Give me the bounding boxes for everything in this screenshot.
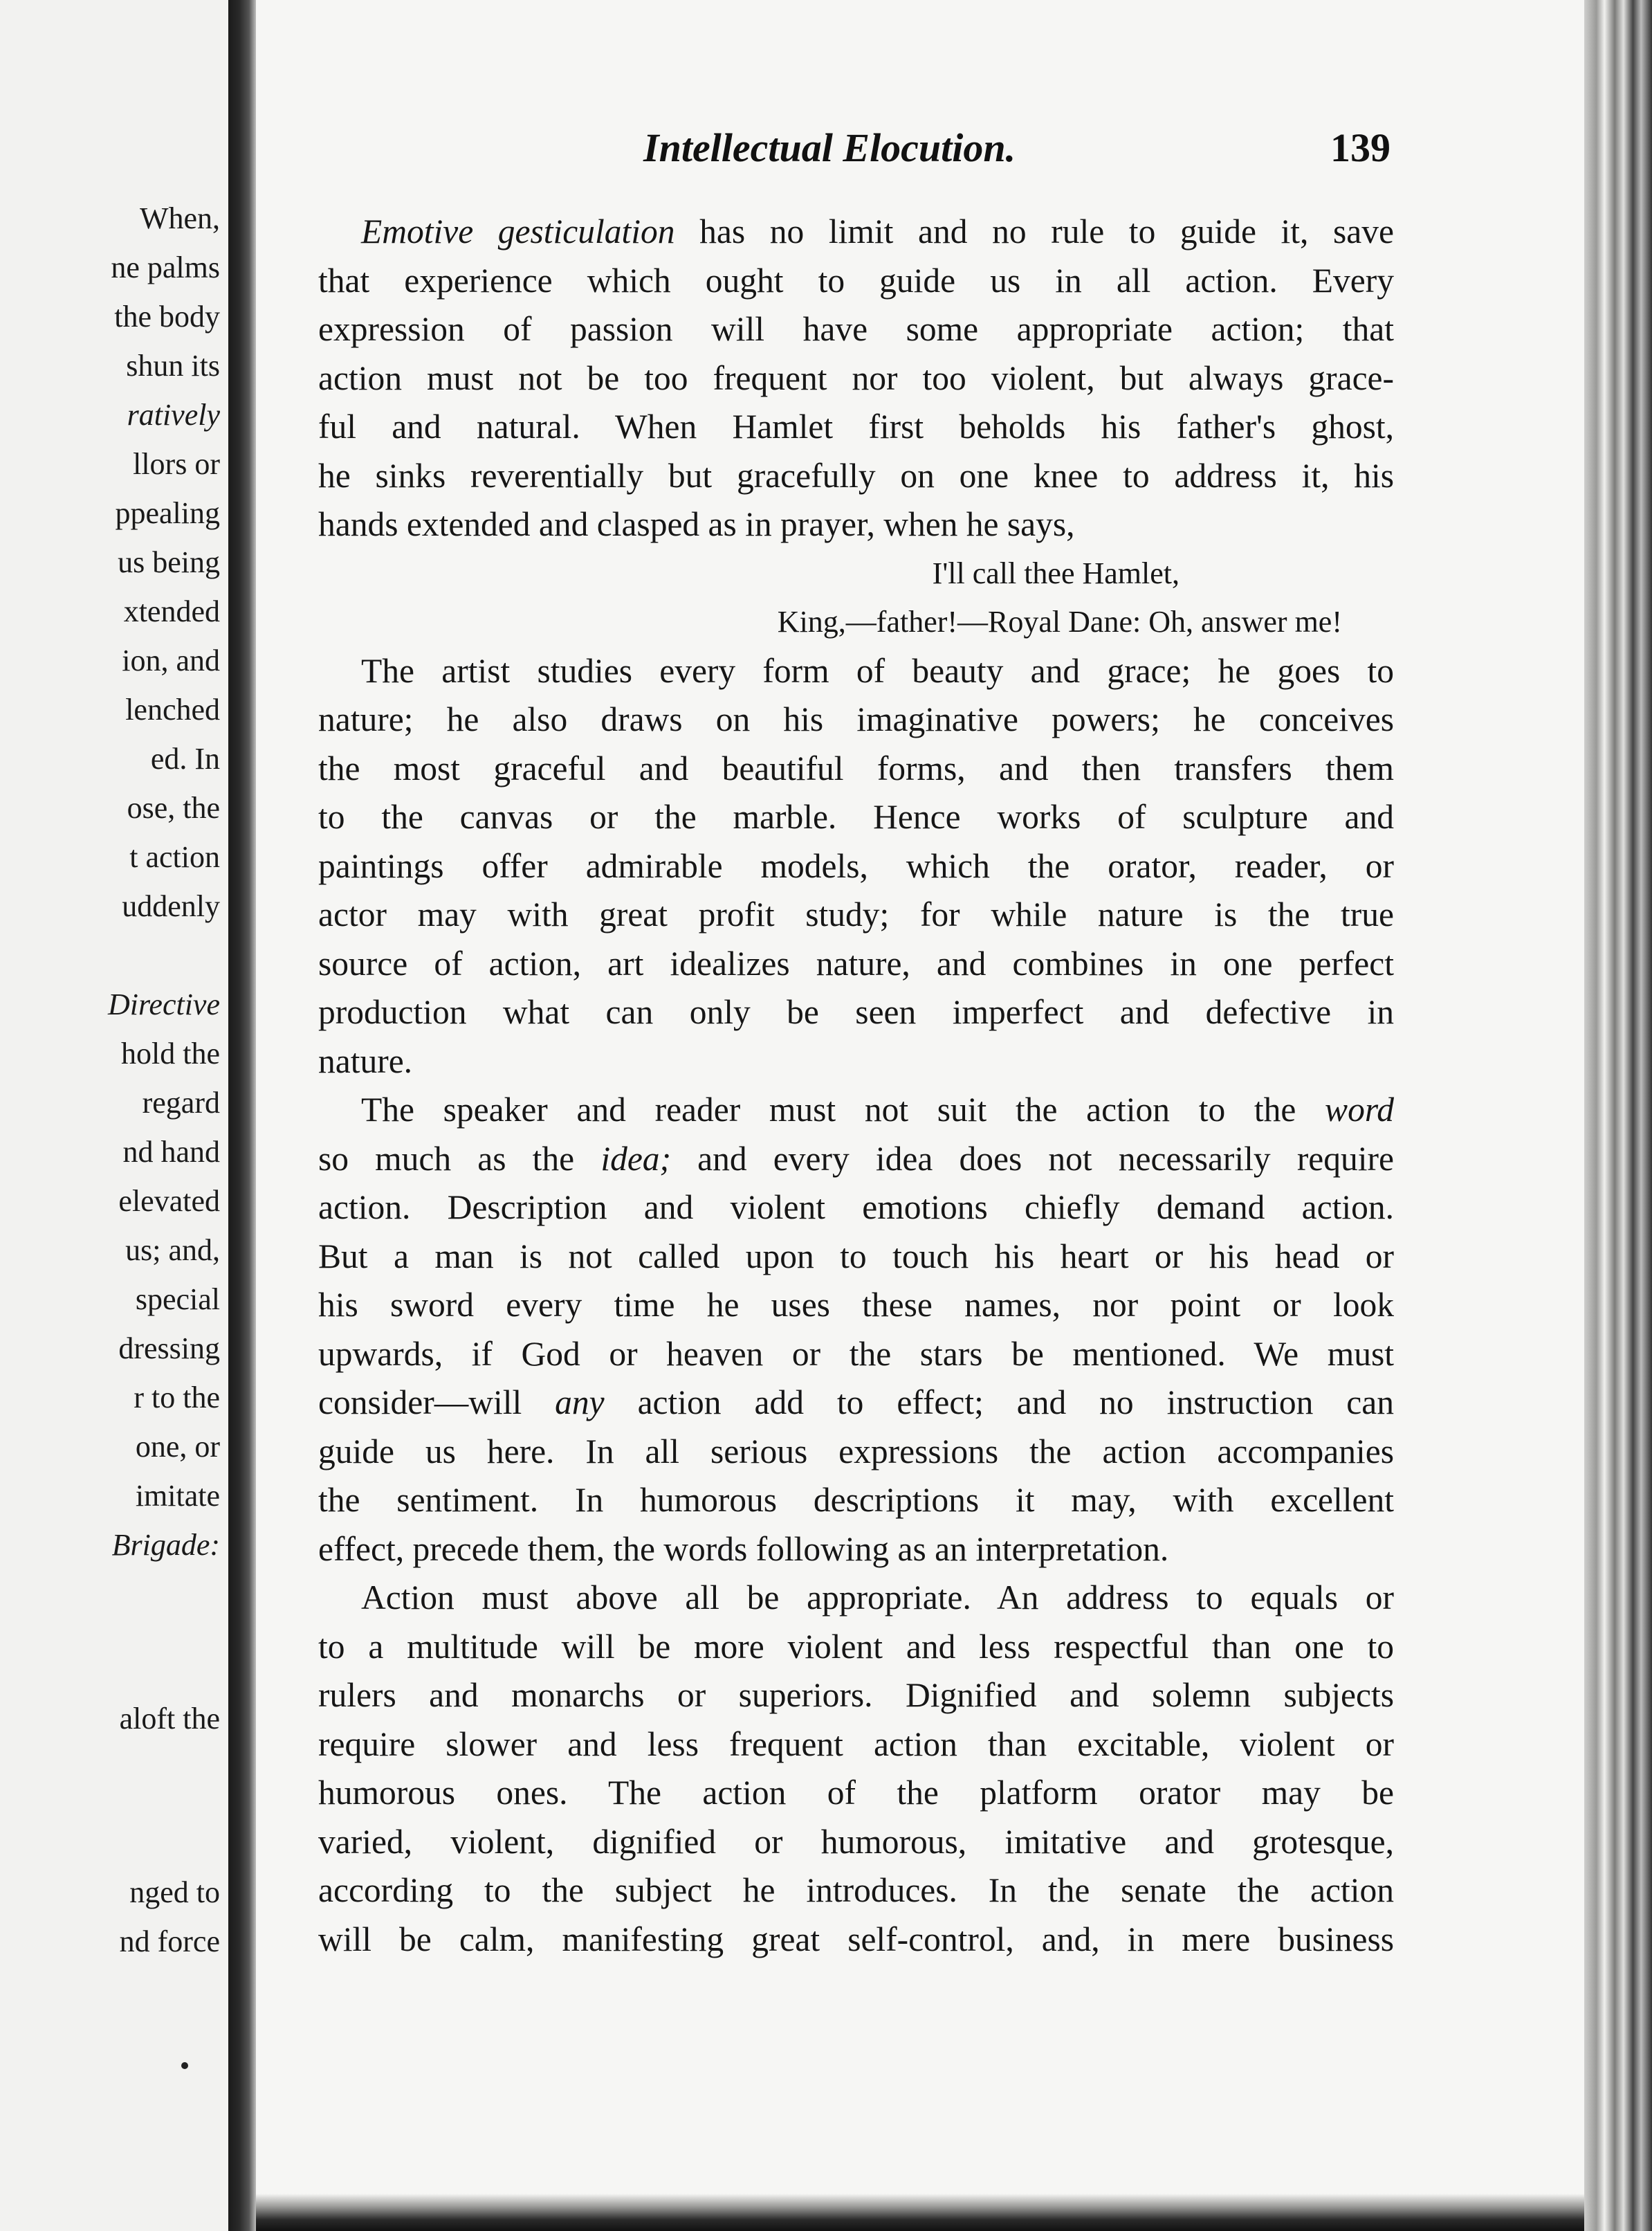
text-line [318, 1135, 1394, 1184]
text-line: require slower and less frequent action than excitable, violent or [318, 1724, 1394, 1763]
text-line: effect, precede them, the words following as an interpretation. [318, 1529, 1169, 1568]
page-edges [1584, 0, 1652, 2231]
text-line: hands extended and clasped as in prayer, when he says, [318, 505, 1075, 543]
left-fragment: special [135, 1282, 220, 1316]
text-line: according to the subject he introduces. In the senate the action [318, 1871, 1394, 1909]
text-line: he sinks reverentially but gracefully on one knee to address it, his [318, 456, 1394, 495]
running-header [643, 125, 1391, 180]
text-line [318, 1086, 1394, 1135]
text-run: has no limit and no rule to guide it, save [674, 212, 1394, 251]
page-number: 139 [1330, 125, 1391, 170]
left-fragment: t action [129, 840, 220, 874]
text-line: But a man is not called upon to touch his heart or his head or [318, 1237, 1394, 1275]
left-fragment: ion, and [122, 644, 220, 677]
left-fragment: ose, the [127, 791, 220, 825]
text-line: production what can only be seen imperfect and defective in [318, 993, 1394, 1031]
text-line: his sword every time he uses these names, nor point or look [318, 1286, 1394, 1324]
italic-word: word [1325, 1091, 1394, 1129]
italic-phrase: Emotive gesticulation [361, 212, 675, 251]
left-fragment: r to the [134, 1381, 220, 1414]
text-line: nature; he also draws on his imaginative powers; he conceives [318, 700, 1394, 738]
left-fragment: nd hand [122, 1135, 220, 1169]
text-line: source of action, art idealizes nature, and combines in one perfect [318, 944, 1394, 983]
left-fragment: aloft the [119, 1702, 220, 1736]
left-fragment: When, [139, 201, 220, 235]
text-line: expression of passion will have some appropriate action; that [318, 310, 1394, 348]
left-fragment: ppealing [115, 496, 220, 530]
text-line: ful and natural. When Hamlet first beholds his father's ghost, [318, 408, 1394, 446]
text-line: to the canvas or the marble. Hence works of sculpture and [318, 798, 1394, 836]
left-fragment: dressing [118, 1331, 220, 1365]
left-fragment: xtended [123, 594, 220, 628]
text-line: the sentiment. In humorous descriptions it may, with excellent [318, 1481, 1394, 1519]
left-fragment [0, 1520, 220, 1569]
text-line: action. Description and violent emotions chiefly demand action. [318, 1188, 1394, 1226]
italic-word: idea; [600, 1139, 672, 1178]
text-line: nature. [318, 1041, 413, 1080]
left-fragment: one, or [135, 1430, 220, 1464]
left-facing-page [0, 0, 228, 2231]
running-title: Intellectual Elocution. [643, 125, 1016, 170]
verse-line: I'll call thee Hamlet, [932, 556, 1180, 590]
text-run: The speaker and reader must not suit the action to the [361, 1091, 1325, 1129]
text-run: and every idea does not necessarily require [671, 1139, 1394, 1178]
page-body [318, 208, 1394, 1964]
text-line: action must not be too frequent nor too violent, but always grace- [318, 358, 1394, 397]
text-line: varied, violent, dignified or humorous, imitative and grotesque, [318, 1822, 1394, 1861]
left-fragment: regard [142, 1086, 220, 1120]
left-fragment: ne palms [111, 251, 220, 284]
text-line: Action must above all be appropriate. An address to equals or [361, 1578, 1394, 1617]
text-line: will be calm, manifesting great self-control, and, in mere business [318, 1920, 1394, 1958]
text-line: the most graceful and beautiful forms, and then transfers them [318, 749, 1394, 787]
verse-line: King,—father!—Royal Dane: Oh, answer me! [777, 605, 1342, 639]
left-fragment: nd force [119, 1924, 220, 1958]
ink-speck [181, 2062, 188, 2069]
left-fragment: nged to [129, 1875, 220, 1909]
text-line: paintings offer admirable models, which the orator, reader, or [318, 846, 1394, 885]
left-fragment [0, 980, 220, 1029]
text-line: to a multitude will be more violent and less respectful than one to [318, 1627, 1394, 1666]
italic-word: any [555, 1383, 605, 1421]
text-line [318, 208, 1394, 257]
left-fragment: llors or [133, 447, 220, 481]
text-line: humorous ones. The action of the platform orator may be [318, 1774, 1394, 1812]
left-fragment: imitate [135, 1479, 220, 1513]
left-fragment: the body [114, 300, 220, 334]
left-fragment: us being [118, 545, 220, 579]
left-fragment: hold the [121, 1037, 220, 1071]
left-fragment: us; and, [125, 1233, 220, 1267]
text-run: so much as the [318, 1139, 601, 1178]
left-fragment: lenched [125, 693, 220, 727]
text-run: action add to effect; and no instruction can [604, 1383, 1394, 1421]
text-line: actor may with great profit study; for while nature is the true [318, 895, 1394, 934]
text-line: guide us here. In all serious expressions the action accompanies [318, 1432, 1394, 1470]
text-run: consider—will [318, 1383, 556, 1421]
left-fragment-italic: Directive [107, 987, 220, 1021]
text-line: that experience which ought to guide us in all action. Every [318, 261, 1394, 300]
left-fragment: elevated [118, 1184, 220, 1218]
left-page-text-fragments [0, 194, 220, 1966]
text-line: rulers and monarchs or superiors. Dignified and solemn subjects [318, 1676, 1394, 1714]
left-fragment: shun its [126, 349, 220, 383]
left-fragment: ed. In [150, 742, 220, 776]
left-fragment-italic: Brigade: [111, 1528, 220, 1562]
text-line [318, 1378, 1394, 1428]
page-bottom-shadow [256, 2194, 1584, 2231]
text-line: The artist studies every form of beauty and grace; he goes to [361, 651, 1394, 690]
left-fragment: uddenly [122, 889, 220, 923]
book-gutter [228, 0, 256, 2231]
text-line: upwards, if God or heaven or the stars be mentioned. We must [318, 1334, 1394, 1373]
left-fragment [0, 390, 220, 439]
left-fragment-italic: ratively [127, 398, 220, 432]
